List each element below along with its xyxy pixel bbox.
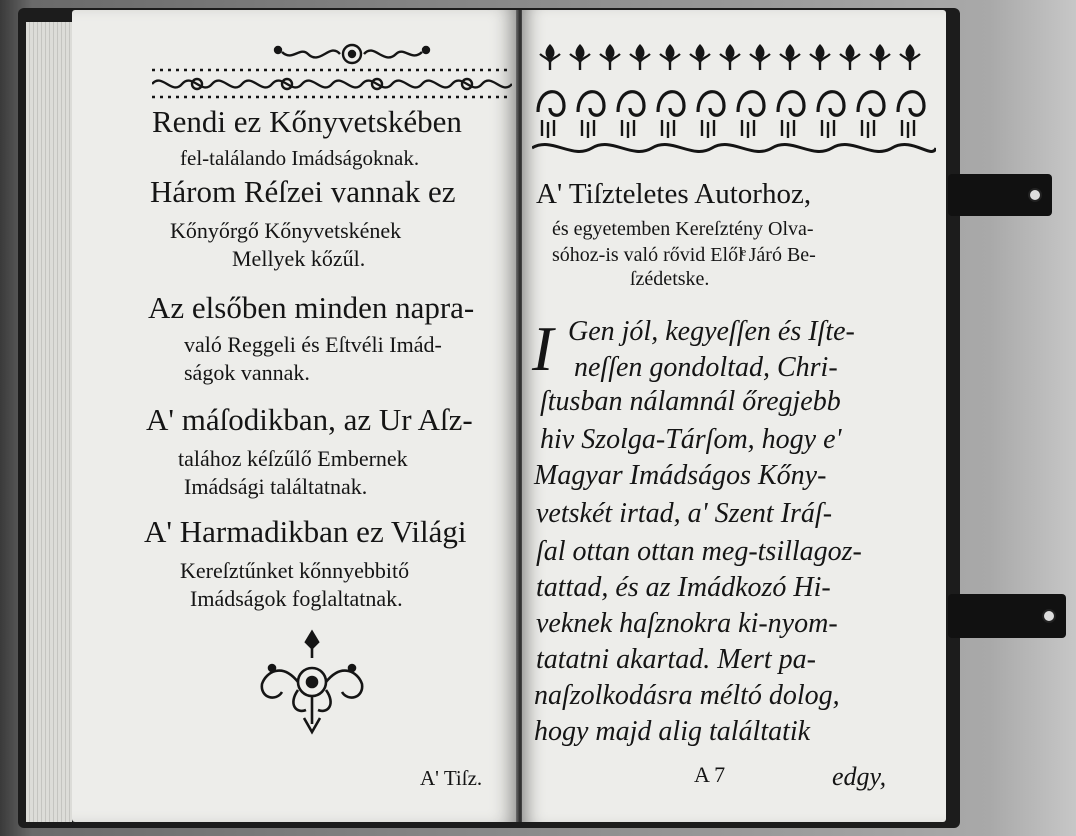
left-line-4: Kőnyőrgő Kőnyvetskének [170,218,402,243]
left-line-9: A' máſodikban, az Ur Aſz- [146,402,473,437]
left-line-12: A' Harmadikban ez Világi [144,514,467,549]
drop-cap: I [532,313,554,384]
fleuron-headpiece-icon [532,44,936,164]
body-line-7: ſal ottan ottan meg-tsillagoz- [536,536,862,567]
page-edges [26,22,72,822]
signature-mark: A 7 [694,762,726,787]
heading-line-1: A' Tiſzteletes Autorhoz, [536,178,812,210]
left-line-3: Három Réſzei vannak ez [150,174,456,209]
body-line-4: hiv Szolga-Tárſom, hogy e' [540,424,842,455]
body-line-3: ſtusban nálamnál őregjebb [540,386,841,417]
heading-line-3: sóhoz-is való rővid Előlͤ Járó Be- [552,244,816,266]
tailpiece-ornament-icon [252,628,372,740]
body-line-10: tatatni akartad. Mert pa- [536,644,816,675]
body-line-1: Gen jól, kegyeſſen és Iſte- [568,316,855,347]
body-line-2: neſſen gondoltad, Chri- [574,352,838,383]
clasp-upper [948,174,1052,216]
left-line-2: fel-találando Imádságoknak. [180,146,420,170]
left-line-1: Rendi ez Kőnyvetskében [152,104,462,139]
body-line-5: Magyar Imádságos Kőny- [534,460,827,491]
clasp-lower [948,594,1066,638]
right-page [522,10,946,822]
left-line-13: Kereſztűnket kőnnyebbitő [180,558,410,583]
body-line-11: naſzolkodásra méltó dolog, [534,680,840,711]
left-line-11: Imádsági találtatnak. [184,474,368,499]
body-line-6: vetskét irtad, a' Szent Iráſ- [536,498,833,529]
body-line-8: tattad, és az Imádkozó Hi- [536,572,831,603]
body-line-12: hogy majd alig találtatik [534,716,811,747]
left-line-14: Imádságok foglaltatnak. [190,586,403,611]
heading-line-2: és egyetemben Kereſztény Olva- [552,218,814,240]
scroll-band-ornament-icon [152,66,512,100]
body-line-9: veknek haſznokra ki-nyom- [536,608,838,639]
heading-line-4: ſzédetske. [630,268,710,290]
left-page [72,10,518,822]
left-catchword: A' Tiſz. [420,766,483,790]
left-line-5: Mellyek kőzűl. [232,246,366,271]
left-line-8: ságok vannak. [184,360,310,385]
left-line-6: Az elsőben minden napra- [148,290,475,325]
left-line-7: való Reggeli és Eſtvéli Imád- [184,332,442,357]
left-line-10: talához kéſzűlő Embernek [178,446,408,471]
right-catchword: edgy, [832,762,887,791]
